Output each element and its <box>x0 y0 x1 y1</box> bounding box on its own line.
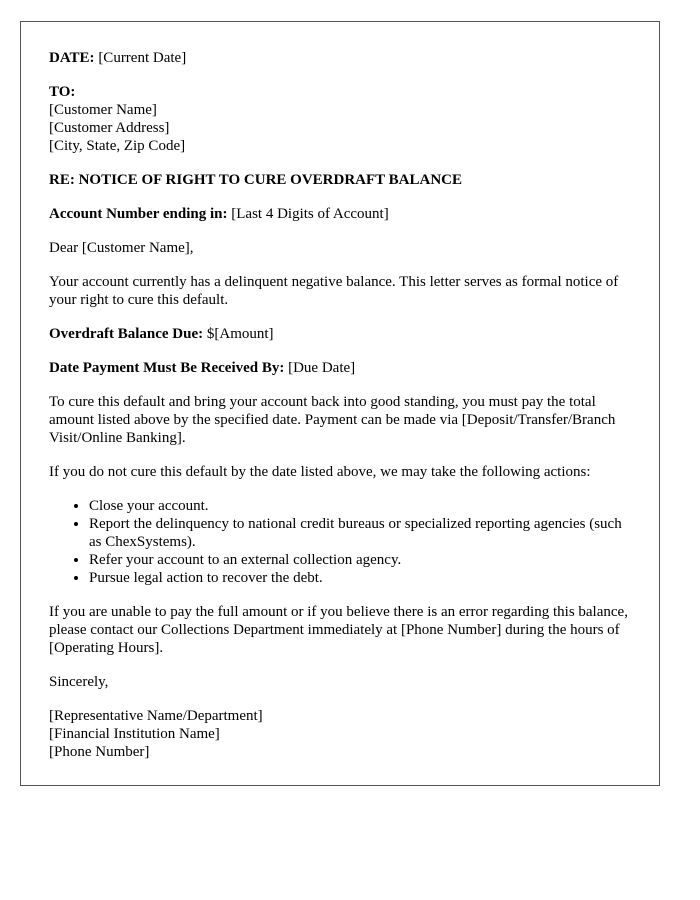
recipient-name: [Customer Name] <box>49 102 157 118</box>
subject-line <box>49 171 631 189</box>
balance-label: Overdraft Balance Due: <box>49 326 204 342</box>
signature-phone: [Phone Number] <box>49 744 150 760</box>
closing: Sincerely, <box>49 674 109 690</box>
list-item: • Report the delinquency to national credit bureaus or specialized reporting agencies (such as ChexSystems). <box>89 515 631 551</box>
cure-instructions-paragraph: To cure this default and bring your account back into good standing, you must pay the total amount listed above by the specified date. Payment can be made via [Deposit/Transfer/Branch Visit/Online Banking]. <box>49 394 616 446</box>
date-label: DATE: <box>49 50 95 66</box>
due-date-value: [Due Date] <box>284 360 356 376</box>
balance-line <box>49 325 631 343</box>
subject: RE: NOTICE OF RIGHT TO CURE OVERDRAFT BALANCE <box>49 172 462 188</box>
greeting: Dear [Customer Name], <box>49 240 194 256</box>
account-line <box>49 205 631 223</box>
list-item: • Refer your account to an external collection agency. <box>89 551 631 569</box>
intro-paragraph: Your account currently has a delinquent negative balance. This letter serves as formal notice of your right to cure this default. <box>49 274 619 308</box>
actions-list <box>49 497 631 587</box>
to-label: TO: <box>49 84 76 100</box>
signature-block <box>49 707 631 761</box>
date-line <box>49 49 631 67</box>
recipient-address: [Customer Address] <box>49 120 170 136</box>
contact-paragraph: If you are unable to pay the full amount or if you believe there is an error regarding this balance, please contact our Collections Department immediately at [Phone Number] during the hours of [Operating Hours]. <box>49 604 628 656</box>
actions-intro: If you do not cure this default by the date listed above, we may take the following actions: <box>49 464 591 480</box>
list-item: • Close your account. <box>89 497 631 515</box>
due-date-line <box>49 359 631 377</box>
recipient-city-state-zip: [City, State, Zip Code] <box>49 138 186 154</box>
signature-institution: [Financial Institution Name] <box>49 726 220 742</box>
list-item: • Pursue legal action to recover the debt. <box>89 569 631 587</box>
account-label: Account Number ending in: <box>49 206 228 222</box>
account-value: [Last 4 Digits of Account] <box>227 206 389 222</box>
date-value: [Current Date] <box>94 50 187 66</box>
signature-representative: [Representative Name/Department] <box>49 708 263 724</box>
letter-page <box>20 21 660 786</box>
due-date-label: Date Payment Must Be Received By: <box>49 360 285 376</box>
recipient-block <box>49 83 631 155</box>
balance-value: $[Amount] <box>203 326 274 342</box>
